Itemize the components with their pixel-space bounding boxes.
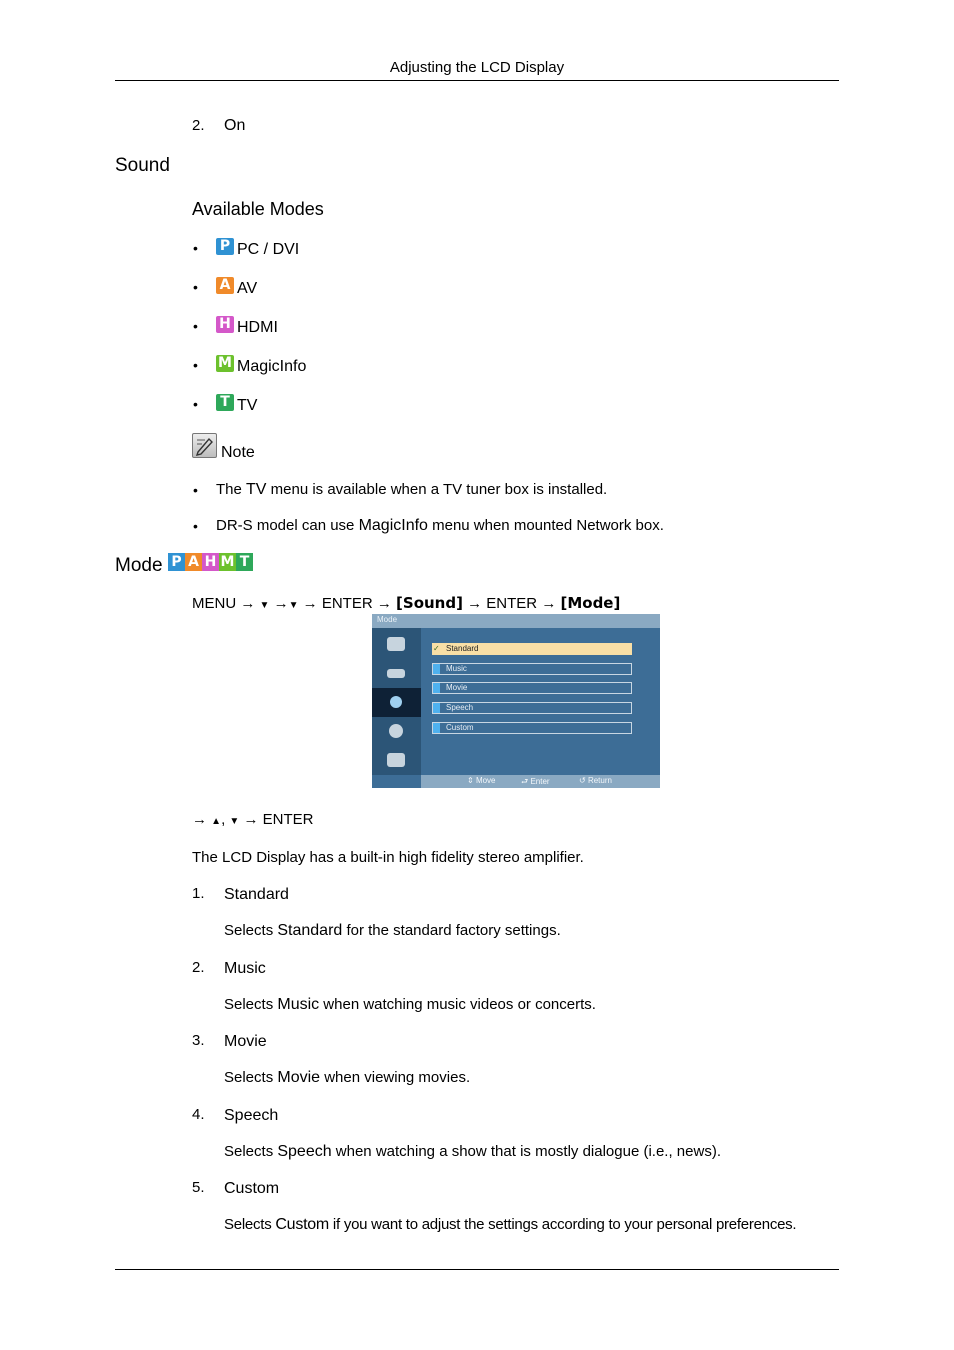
av-mode-icon: A bbox=[216, 277, 234, 294]
arrow-right-icon: → bbox=[541, 595, 557, 612]
arrow-right-icon: → bbox=[192, 811, 207, 828]
mode-label-av: AV bbox=[237, 280, 258, 297]
osd-mode-menu bbox=[372, 614, 660, 788]
osd-move-hint: ⇕ Move bbox=[467, 776, 496, 785]
note-label: Note bbox=[221, 444, 255, 461]
list-number: 5. bbox=[192, 1179, 205, 1196]
nav-enter: ENTER bbox=[486, 595, 538, 612]
multi-control-menu-icon[interactable] bbox=[372, 746, 421, 775]
osd-sidebar bbox=[372, 628, 421, 775]
header-divider bbox=[115, 80, 839, 81]
bullet: • bbox=[193, 279, 198, 295]
magicinfo-badge-icon: M bbox=[220, 554, 235, 570]
hdmi-mode-icon: H bbox=[216, 316, 234, 333]
pc-mode-icon: P bbox=[216, 238, 234, 255]
tv-badge-icon: T bbox=[236, 553, 253, 571]
list-number: 2. bbox=[192, 959, 205, 976]
osd-title-bar bbox=[372, 614, 660, 628]
up-arrow-icon: ▲ bbox=[211, 816, 222, 827]
picture-menu-icon[interactable] bbox=[372, 630, 421, 659]
list-number: 4. bbox=[192, 1106, 205, 1123]
bullet: • bbox=[193, 318, 198, 334]
bullet: • bbox=[193, 482, 198, 498]
osd-option-standard[interactable]: ✓ Standard bbox=[432, 643, 632, 655]
osd-option-custom[interactable]: Custom bbox=[432, 722, 632, 734]
list-label: Movie bbox=[224, 1033, 267, 1050]
mode-badges bbox=[168, 553, 253, 571]
osd-title: Mode bbox=[377, 615, 398, 624]
av-badge-icon: A bbox=[185, 553, 202, 571]
down-arrow-icon: ▼ bbox=[288, 600, 299, 611]
arrow-right-icon: → bbox=[243, 811, 259, 828]
list-description: Selects Standard for the standard factory settings. bbox=[224, 922, 561, 939]
check-icon: ✓ bbox=[433, 644, 440, 653]
list-description: Selects Custom if you want to adjust the settings according to your personal preferences. bbox=[224, 1216, 797, 1233]
bullet: • bbox=[193, 240, 198, 256]
arrow-right-icon: → bbox=[376, 595, 392, 612]
list-number: 1. bbox=[192, 885, 205, 902]
list-label: On bbox=[224, 117, 246, 134]
setup-menu-icon[interactable] bbox=[372, 717, 421, 746]
arrow-right-icon: → bbox=[302, 595, 318, 612]
mode-label-pc: PC / DVI bbox=[237, 241, 300, 258]
osd-option-movie[interactable]: Movie bbox=[432, 682, 632, 694]
available-modes-title: Available Modes bbox=[192, 199, 324, 219]
bullet: • bbox=[193, 357, 198, 373]
mode-label-tv: TV bbox=[237, 397, 258, 414]
tv-mode-icon: T bbox=[216, 394, 234, 411]
list-description: Selects Speech when watching a show that is mostly dialogue (i.e., news). bbox=[224, 1143, 721, 1160]
list-label: Custom bbox=[224, 1180, 280, 1197]
down-arrow-icon: ▼ bbox=[259, 600, 270, 611]
adjust-instruction: → ▲, ▼ → ENTER bbox=[192, 811, 314, 828]
arrow-right-icon: → bbox=[240, 595, 256, 612]
note-item: The TV menu is available when a TV tuner box is installed. bbox=[216, 481, 608, 498]
footer-divider bbox=[115, 1269, 839, 1270]
osd-footer bbox=[421, 775, 660, 788]
pc-badge-icon: P bbox=[168, 553, 185, 571]
mode-label-magicinfo: MagicInfo bbox=[237, 358, 307, 375]
mode-menu-label: [Mode] bbox=[560, 594, 621, 612]
osd-return-hint: ↺ Return bbox=[579, 776, 612, 785]
bullet: • bbox=[193, 518, 198, 534]
nav-enter: ENTER bbox=[262, 811, 314, 828]
page-header-title: Adjusting the LCD Display bbox=[389, 59, 565, 76]
note-icon bbox=[192, 433, 217, 458]
sound-menu-icon[interactable] bbox=[372, 688, 421, 717]
bullet: • bbox=[193, 396, 198, 412]
nav-menu: MENU bbox=[192, 595, 237, 612]
magicinfo-mode-icon: M bbox=[216, 355, 234, 372]
body-intro: The LCD Display has a built-in high fidelity stereo amplifier. bbox=[192, 849, 584, 866]
nav-enter: ENTER bbox=[321, 595, 373, 612]
section-title-sound: Sound bbox=[115, 155, 170, 176]
list-number: 2. bbox=[192, 117, 205, 134]
arrow-right-icon: → bbox=[467, 595, 483, 612]
note-item: DR-S model can use MagicInfo menu when mounted Network box. bbox=[216, 517, 664, 534]
nav-path bbox=[192, 594, 620, 612]
list-description: Selects Movie when viewing movies. bbox=[224, 1069, 471, 1086]
list-description: Selects Music when watching music videos or concerts. bbox=[224, 996, 596, 1013]
list-label: Music bbox=[224, 960, 266, 977]
list-label: Standard bbox=[224, 886, 289, 903]
hdmi-badge-icon: H bbox=[202, 553, 219, 571]
down-arrow-icon: ▼ bbox=[229, 816, 240, 827]
osd-enter-hint: ⮐ Enter bbox=[521, 777, 550, 786]
osd-option-music[interactable]: Music bbox=[432, 663, 632, 675]
sound-menu-label: [Sound] bbox=[396, 594, 463, 612]
display-menu-icon[interactable] bbox=[372, 659, 421, 688]
list-label: Speech bbox=[224, 1107, 279, 1124]
osd-option-speech[interactable]: Speech bbox=[432, 702, 632, 714]
section-title-mode: Mode bbox=[115, 555, 163, 576]
mode-label-hdmi: HDMI bbox=[237, 319, 278, 336]
list-number: 3. bbox=[192, 1032, 205, 1049]
arrow-right-icon: → bbox=[273, 595, 289, 612]
